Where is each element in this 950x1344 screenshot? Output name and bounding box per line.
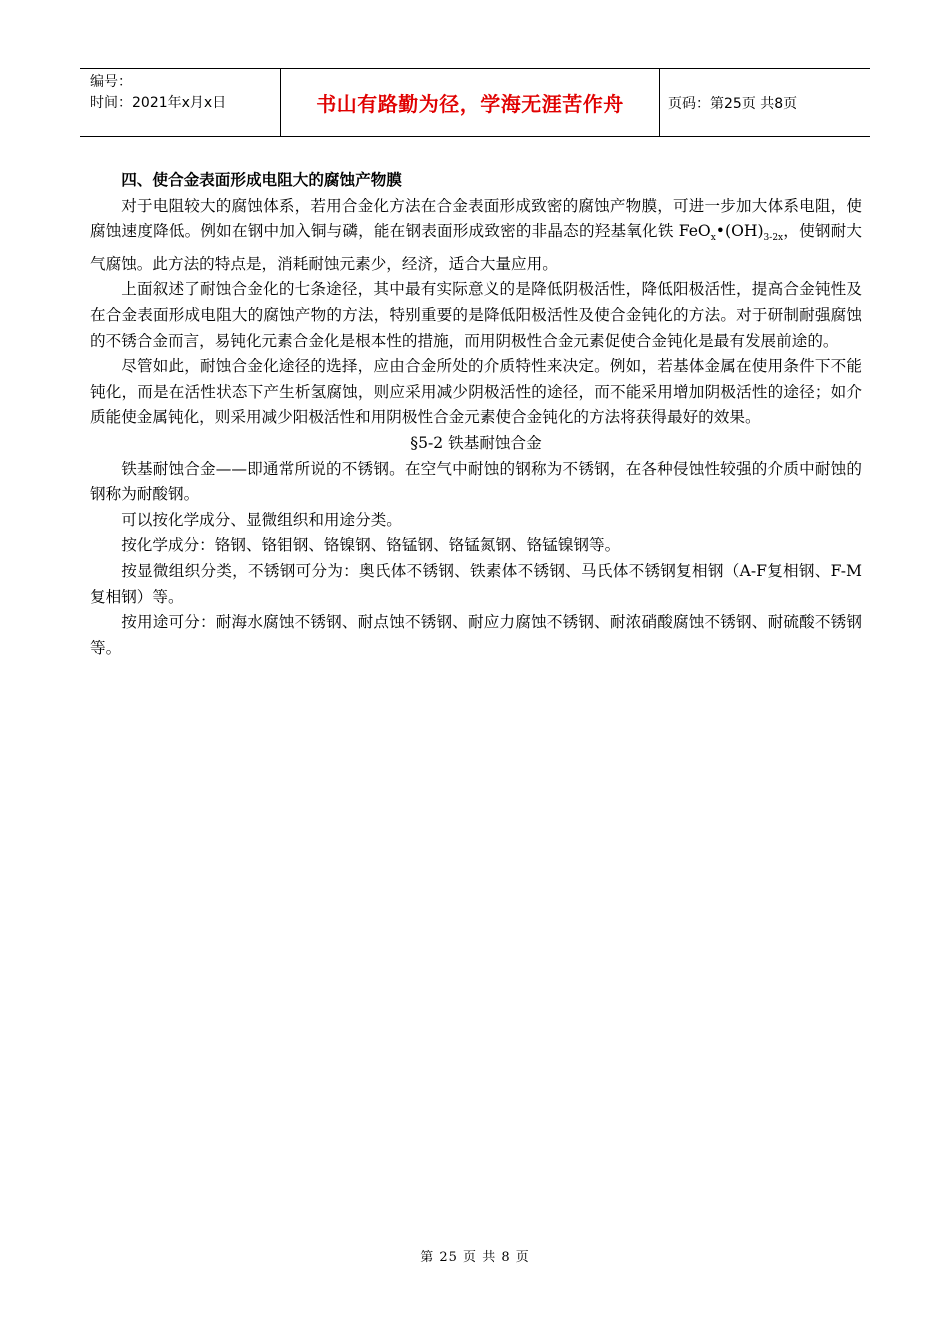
section-heading: 四、使合金表面形成电阻大的腐蚀产物膜 <box>121 171 402 189</box>
paragraph-3: 尽管如此，耐蚀合金化途径的选择，应由合金所处的介质特性来决定。例如，若基体金属在使用条件下不能钝化，而是在活性状态下产生析氢腐蚀，则应采用减少阴极活性的途径，而不能采用增加阴极活性的途径；如介质能使金属钝化，则采用减少阳极活性和用阴极性合金元素使合金钝化的方法将获得最好的效果。 <box>90 357 862 427</box>
document-date: 时间：2021年x月x日 <box>90 95 227 111</box>
paragraph-1 <box>90 194 862 278</box>
subscript-3-2x: 3-2x <box>763 233 784 244</box>
header-meta <box>80 69 281 136</box>
subsection-title: §5-2 铁基耐蚀合金 <box>410 434 542 453</box>
page-header <box>80 68 870 137</box>
paragraph-8: 按用途可分：耐海水腐蚀不锈钢、耐点蚀不锈钢、耐应力腐蚀不锈钢、耐浓硝酸腐蚀不锈钢、耐硫酸不锈钢等。 <box>90 613 862 657</box>
paragraph-5: 可以按化学成分、显微组织和用途分类。 <box>121 510 402 529</box>
paragraph-7: 按显微组织分类，不锈钢可分为：奥氏体不锈钢、铁素体不锈钢、马氏体不锈钢复相钢（A-F复相钢、F-M复相钢）等。 <box>90 562 862 606</box>
document-body <box>90 168 862 661</box>
paragraph-4: 铁基耐蚀合金——即通常所说的不锈钢。在空气中耐蚀的钢称为不锈钢，在各种侵蚀性较强的介质中耐蚀的钢称为耐酸钢。 <box>90 459 862 504</box>
paragraph-2: 上面叙述了耐蚀合金化的七条途径，其中最有实际意义的是降低阴极活性，降低阳极活性，提高合金钝性及在合金表面形成电阻大的腐蚀产物的方法，特别重要的是降低阳极活性及使合金钝化的方法。对于研制耐强腐蚀的不锈合金而言，易钝化元素合金化是根本性的措施，而用阴极性合金元素促使合金钝化是最有发展前途的。 <box>90 280 862 350</box>
subscript-x: x <box>710 233 716 244</box>
header-page-info: 页码：第25页 共8页 <box>668 95 798 112</box>
header-motto: 书山有路勤为径，学海无涯苦作舟 <box>281 69 660 136</box>
paragraph-6: 按化学成分：铬钢、铬钼钢、铬镍钢、铬锰钢、铬锰氮钢、铬锰镍钢等。 <box>121 536 621 555</box>
paragraph-1-text-c: ，使钢耐大气腐蚀。此方法的特点是，消耗耐蚀元素少，经济，适合大量应用。 <box>90 222 862 273</box>
document-number-label: 编号： <box>90 74 132 90</box>
page-footer: 第 25 页 共 8 页 <box>420 1250 530 1265</box>
paragraph-1-text-b: •(OH) <box>715 222 764 241</box>
paragraph-1-text-a: 对于电阻较大的腐蚀体系，若用合金化方法在合金表面形成致密的腐蚀产物膜，可进一步加大体系电阻，使腐蚀速度降低。例如在钢中加入铜与磷，能在钢表面形成致密的非晶态的羟基氧化铁 FeO <box>90 196 862 241</box>
